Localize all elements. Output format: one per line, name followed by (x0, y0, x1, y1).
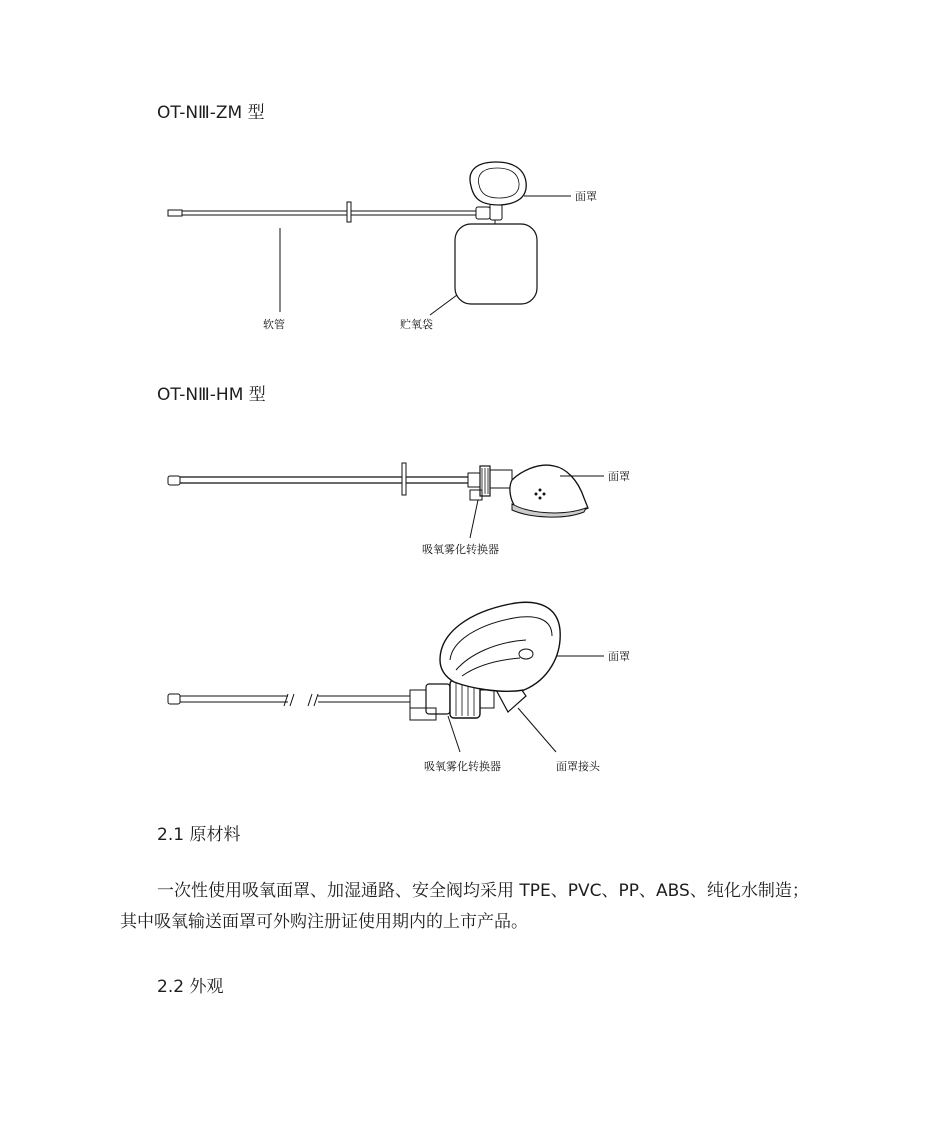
model-title-zm: OT-NⅢ-ZM 型 (157, 103, 265, 123)
label-tube: 软管 (263, 318, 285, 331)
section-heading-materials: 2.1 原材料 (157, 825, 241, 845)
label-mask-2: 面罩 (608, 470, 630, 483)
label-mask-1: 面罩 (575, 190, 597, 203)
label-bag: 贮氧袋 (400, 318, 433, 331)
label-converter-2: 吸氧雾化转换器 (424, 760, 501, 773)
model-title-hm: OT-NⅢ-HM 型 (157, 385, 266, 405)
label-connector: 面罩接头 (556, 760, 600, 773)
materials-paragraph (120, 876, 840, 938)
paragraph-line-1: 一次性使用吸氧面罩、加湿通路、安全阀均采用 TPE、PVC、PP、ABS、纯化水制造； (157, 881, 809, 901)
paragraph-line-2: 其中吸氧输送面罩可外购注册证使用期内的上市产品。 (120, 912, 528, 932)
tube-assembly (168, 694, 410, 706)
label-mask-3: 面罩 (608, 650, 630, 663)
section-heading-appearance: 2.2 外观 (157, 977, 224, 997)
label-converter-1: 吸氧雾化转换器 (422, 543, 499, 556)
